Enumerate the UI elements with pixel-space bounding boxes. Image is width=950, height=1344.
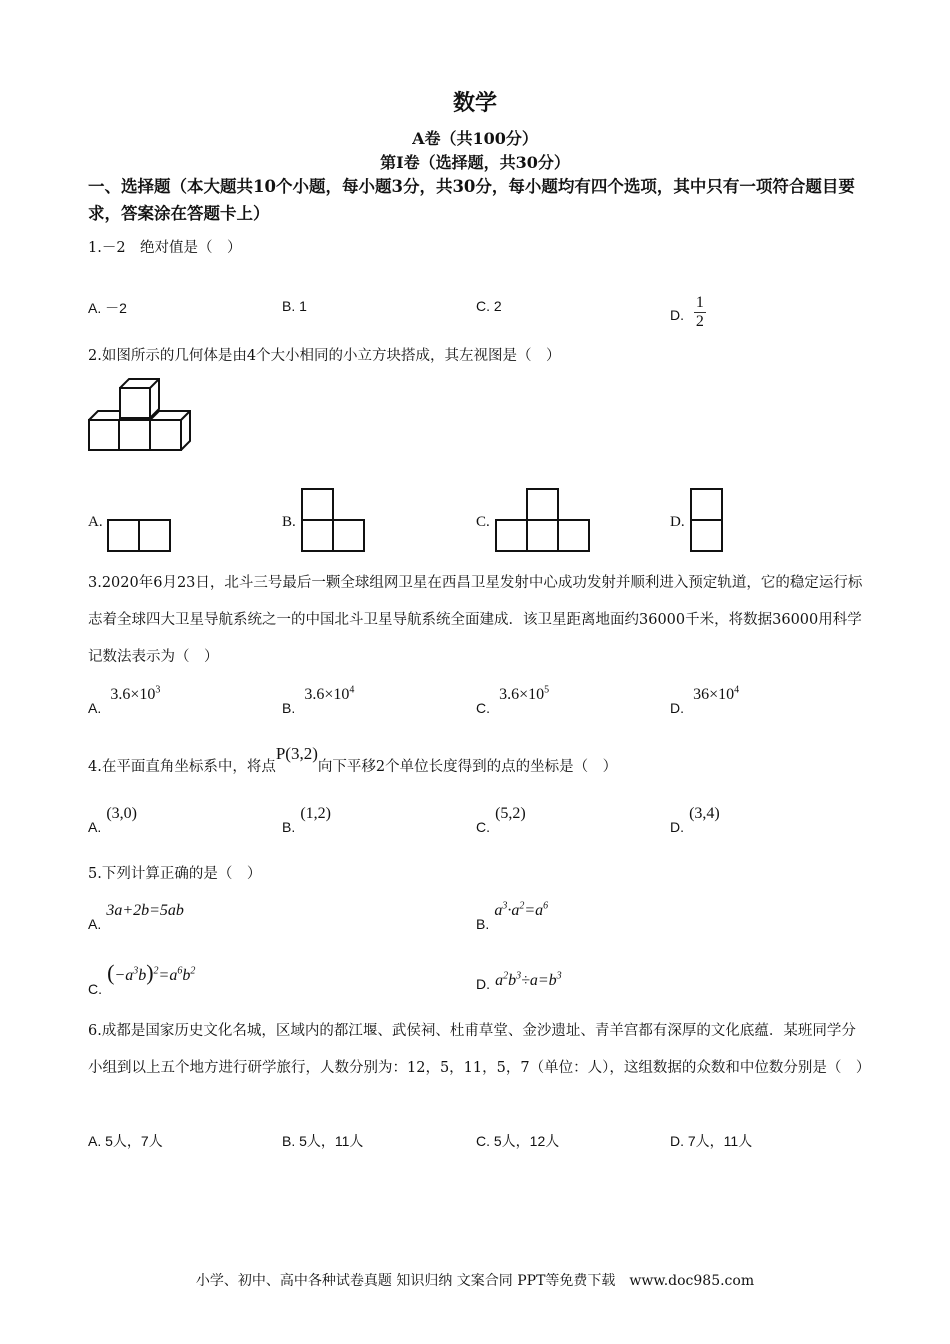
q3-exp-a: 3: [155, 684, 161, 696]
q3-base-c: 3.6×10: [499, 686, 545, 703]
q5-option-d: [476, 970, 562, 990]
q6-option-a: A. 5人，7人: [88, 1133, 163, 1149]
fraction-one-half: [694, 294, 706, 331]
q3-exp-c: 5: [544, 684, 550, 696]
q1-option-d: [670, 294, 706, 335]
q5-option-a: [88, 900, 184, 932]
q2-label-d: D.: [670, 514, 685, 530]
q4-label-d: D.: [670, 819, 684, 835]
q4-option-c: [476, 803, 526, 835]
cube-figure: [84, 376, 200, 456]
q4-option-d: [670, 803, 720, 835]
q5-expr-d: $a^2b^3\div a=b^3$: [495, 970, 562, 989]
q2-label-c: C.: [476, 514, 490, 530]
q3-exp-b: 4: [349, 684, 355, 696]
q4-label-b: B.: [282, 819, 296, 835]
q4-value-b: (1,2): [300, 805, 331, 822]
q4-label-c: C.: [476, 819, 490, 835]
q6-option-b: B. 5人，11人: [282, 1133, 364, 1149]
q2-stem: 2.如图所示的几何体是由4个大小相同的小立方块搭成，其左视图是（ ）: [88, 348, 561, 364]
paper-section-1: 第Ⅰ卷（选择题，共30分）: [380, 153, 570, 172]
q5-label-a: A.: [88, 916, 102, 932]
q1-stem: 1.－2 绝对值是（ ）: [88, 240, 242, 256]
q3-option-a: [88, 684, 161, 716]
q5-option-b: [476, 900, 549, 932]
q4-label-a: A.: [88, 819, 102, 835]
q5-label-c: C.: [88, 981, 102, 997]
q3-label-c: C.: [476, 700, 490, 716]
q3-label-a: A.: [88, 700, 102, 716]
q6-option-c: C. 5人，12人: [476, 1133, 560, 1149]
q2-view-c: [494, 487, 593, 554]
section-heading: 一、选择题（本大题共10个小题，每小题3分，共30分，每小题均有四个选项，其中只有一项符合题目要求，答案涂在答题卡上）: [88, 177, 855, 223]
q1-option-c: C. 2: [476, 298, 502, 314]
q5-option-c: [88, 960, 196, 997]
q3-label-d: D.: [670, 700, 684, 716]
q5-stem: 5.下列计算正确的是（ ）: [88, 866, 262, 882]
q4-value-c: (5,2): [495, 805, 526, 822]
q3-option-d: [670, 684, 740, 716]
q1-option-a: A. －2: [88, 300, 127, 316]
q5-expr-a: 3a+2b=5ab: [106, 902, 184, 919]
q2-label-b: B.: [282, 514, 296, 530]
page-title: 数学: [452, 90, 497, 116]
q4-stem-b: 向下平移2个单位长度得到的点的坐标是（ ）: [317, 759, 618, 775]
q4-value-d: (3,4): [689, 805, 720, 822]
q5-expr-b: $a^3\cdot a^2=a^6$: [494, 900, 549, 919]
q6-option-d: D. 7人，11人: [670, 1133, 753, 1149]
q3-label-b: B.: [282, 700, 296, 716]
q2-label-a: A.: [88, 514, 103, 530]
q3-base-b: 3.6×10: [304, 686, 350, 703]
q4-value-a: (3,0): [106, 805, 137, 822]
q4-stem: [88, 742, 868, 775]
q3-option-c: [476, 684, 550, 716]
q3-option-b: [282, 684, 355, 716]
q5-label-b: B.: [476, 916, 490, 932]
q4-stem-a: 4.在平面直角坐标系中，将点: [88, 759, 276, 775]
q4-option-a: [88, 803, 137, 835]
q3-base-a: 3.6×10: [110, 686, 156, 703]
q1-option-b: B. 1: [282, 298, 307, 314]
page-footer: 小学、初中、高中各种试卷真题 知识归纳 文案合同 PPT等免费下载 www.doc985.com: [195, 1273, 755, 1289]
fraction-numerator: 1: [695, 294, 704, 311]
q3-exp-d: 4: [734, 684, 740, 696]
q5-expr-c: $(-a^3b)^2=a^6b^2$: [107, 960, 196, 985]
q6-stem: 6.成都是国家历史文化名城，区域内的都江堰、武侯祠、杜甫草堂、金沙遗址、青羊宫都有深厚的文化底蕴．某班同学分小组到以上五个地方进行研学旅行，人数分别为：12，5，11，5，7（单位：人），这组数据的众数和中位数分别是（ ）: [88, 1023, 871, 1076]
paper-part-a: A卷（共100分）: [412, 129, 538, 148]
q4-option-b: [282, 803, 331, 835]
q4-point: P(3,2): [275, 744, 318, 763]
q3-base-d: 36×10: [693, 686, 735, 703]
q5-label-d: D.: [476, 976, 490, 992]
q2-view-a: [106, 518, 174, 554]
fraction-denominator: 2: [695, 313, 704, 330]
q1-option-d-label: D.: [670, 307, 684, 324]
q2-view-b: [300, 487, 368, 554]
q2-view-d: [689, 487, 726, 554]
q3-stem: 3.2020年6月23日，北斗三号最后一颗全球组网卫星在西昌卫星发射中心成功发射并顺利进入预定轨道，它的稳定运行标志着全球四大卫星导航系统之一的中国北斗卫星导航系统全面建成．该卫星距离地面约36000千米，将数据36000用科学记数法表示为（ ）: [88, 575, 863, 665]
